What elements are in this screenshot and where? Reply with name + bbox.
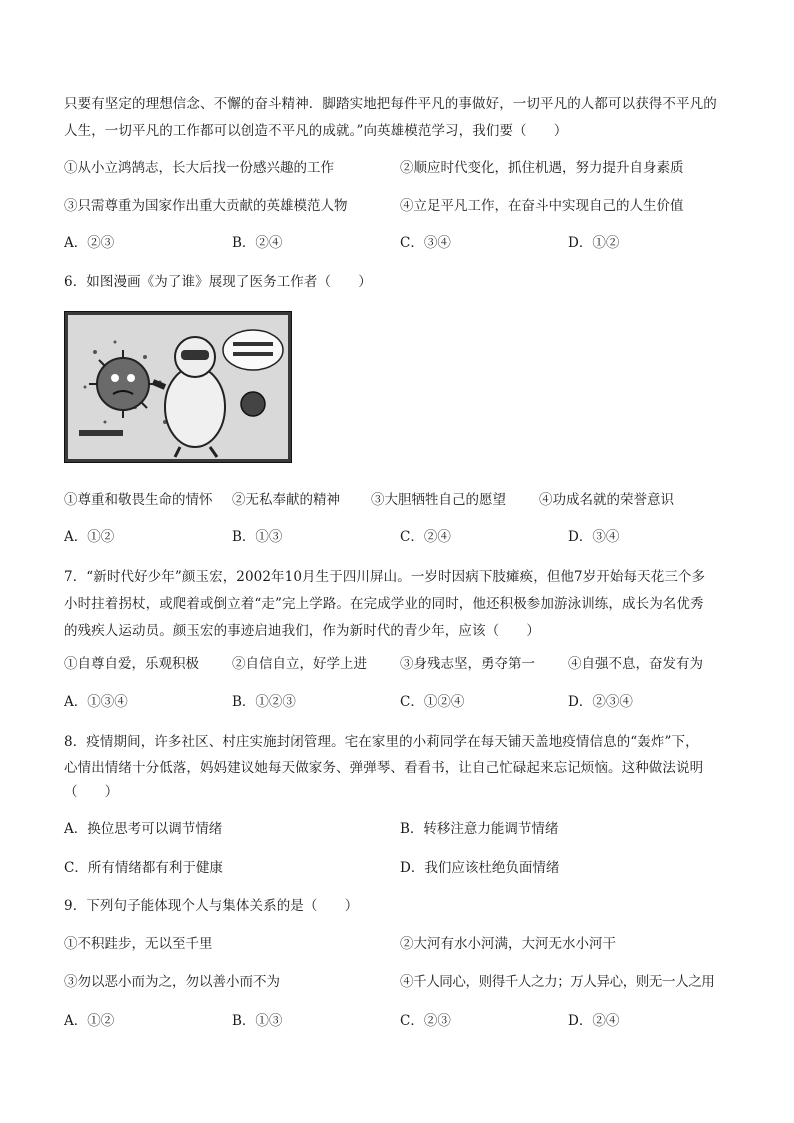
q5-item-4: ④立足平凡工作，在奋斗中实现自己的人生价值 <box>400 198 684 214</box>
q7-item-2: ②自信自立，好学上进 <box>232 656 367 672</box>
q9-stem: 9．下列句子能体现个人与集体关系的是（ ） <box>64 898 359 914</box>
q9-item-4: ④千人同心，则得千人之力；万人异心，则无一人之用 <box>400 974 715 990</box>
q8-choice-b: B．转移注意力能调节情绪 <box>400 821 559 837</box>
q5-choice-a: A．②③ <box>64 235 115 251</box>
cartoon-image <box>64 311 292 463</box>
q6-choice-a: A．①② <box>64 529 115 545</box>
q8-stem-line-1: 8．疫情期间，许多社区、村庄实施封闭管理。宅在家里的小莉同学在每天铺天盖地疫情信息的“轰炸”下， <box>64 734 699 750</box>
q7-stem-line-1: 7．“新时代好少年”颜玉宏，2002年10月生于四川屏山。一岁时因病下肢瘫痪，但他7岁开始每天花三个多 <box>64 569 706 585</box>
q8-choice-c: C．所有情绪都有利于健康 <box>64 860 223 876</box>
q6-choice-c: C．②④ <box>400 529 451 545</box>
q5-item-3: ③只需尊重为国家作出重大贡献的英雄模范人物 <box>64 198 348 214</box>
q6-item-1: ①尊重和敬畏生命的情怀 <box>64 492 213 508</box>
q6-stem: 6．如图漫画《为了谁》展现了医务工作者（ ） <box>64 274 372 290</box>
q7-item-4: ④自强不息，奋发有为 <box>568 656 703 672</box>
q9-choice-b: B．①③ <box>232 1013 283 1029</box>
q7-item-1: ①自尊自爱，乐观积极 <box>64 656 199 672</box>
q9-choice-d: D．②④ <box>568 1013 620 1029</box>
q6-item-3: ③大胆牺牲自己的愿望 <box>371 492 506 508</box>
q7-stem-line-2: 小时拄着拐杖，或爬着或倒立着“走”完上学路。在完成学业的同时，他还积极参加游泳训练，成长为名优秀 <box>64 596 704 612</box>
q5-stem-line-2: 人生，一切平凡的工作都可以创造不平凡的成就。”向英雄模范学习，我们要（ ） <box>64 123 568 139</box>
q9-choice-c: C．②③ <box>400 1013 451 1029</box>
q7-choice-b: B．①②③ <box>232 694 296 710</box>
q5-choice-b: B．②④ <box>232 235 283 251</box>
q8-stem-line-3: （ ） <box>64 784 119 800</box>
q5-choice-c: C．③④ <box>400 235 451 251</box>
q7-choice-d: D．②③④ <box>568 694 633 710</box>
q6-choice-b: B．①③ <box>232 529 283 545</box>
q7-choice-c: C．①②④ <box>400 694 465 710</box>
q7-item-3: ③身残志坚，勇夺第一 <box>400 656 535 672</box>
q8-stem-line-2: 心情出情绪十分低落，妈妈建议她每天做家务、弹弹琴、看看书，让自己忙碌起来忘记烦恼。这种做法说明 <box>64 760 704 776</box>
q6-item-2: ②无私奉献的精神 <box>232 492 340 508</box>
q5-item-2: ②顺应时代变化，抓住机遇，努力提升自身素质 <box>400 160 684 176</box>
q5-choice-d: D．①② <box>568 235 620 251</box>
q7-choice-a: A．①③④ <box>64 694 128 710</box>
q7-stem-line-3: 的残疾人运动员。颜玉宏的事迹启迪我们，作为新时代的青少年，应该（ ） <box>64 623 540 639</box>
q8-choice-d: D．我们应该杜绝负面情绪 <box>400 860 560 876</box>
q6-choice-d: D．③④ <box>568 529 620 545</box>
q6-item-4: ④功成名就的荣誉意识 <box>539 492 674 508</box>
cartoon-illustration <box>65 312 291 462</box>
q5-stem-line-1: 只要有坚定的理想信念、不懈的奋斗精神．脚踏实地把每件平凡的事做好，一切平凡的人都可以获得不平凡的 <box>64 96 717 112</box>
q8-choice-a: A．换位思考可以调节情绪 <box>64 821 223 837</box>
q9-item-1: ①不积跬步，无以至千里 <box>64 936 213 952</box>
q5-item-1: ①从小立鸿鹄志，长大后找一份感兴趣的工作 <box>64 160 334 176</box>
q9-item-2: ②大河有水小河满，大河无水小河干 <box>400 936 616 952</box>
q9-choice-a: A．①② <box>64 1013 115 1029</box>
q9-item-3: ③勿以恶小而为之，勿以善小而不为 <box>64 974 280 990</box>
